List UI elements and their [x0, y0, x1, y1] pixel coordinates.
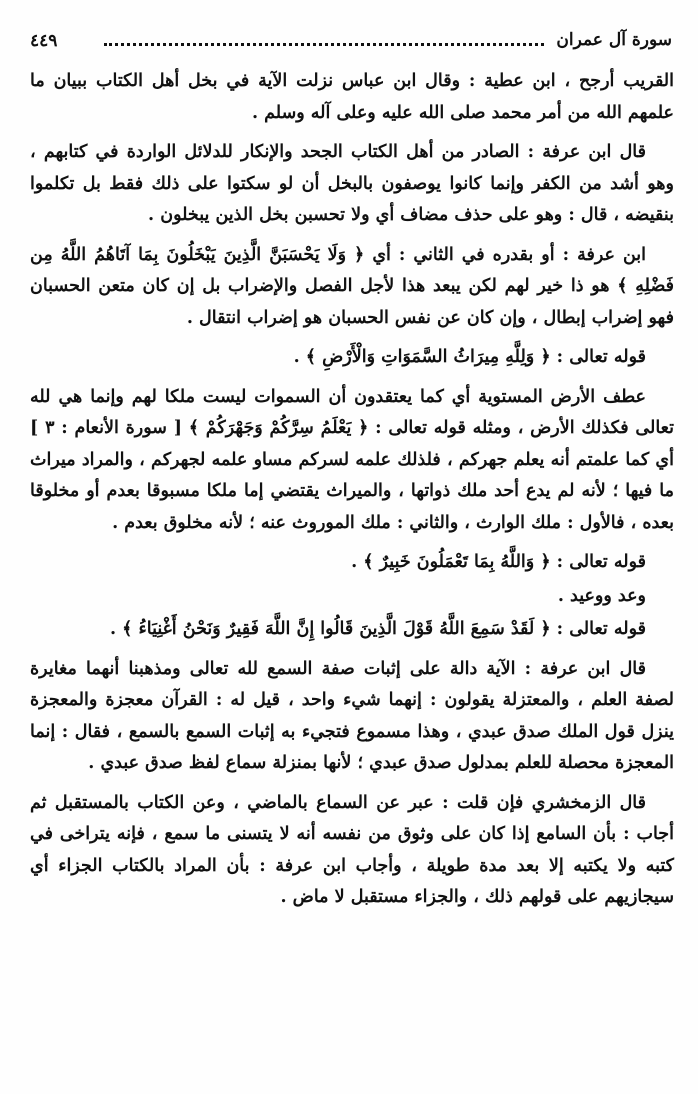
verse-quote: قوله تعالى : ﴿ وَلِلَّهِ مِيرَاثُ السَّمَوَاتِ وَالْأَرْضِ ﴾ .	[293, 347, 646, 367]
page-number: ٤٤٩	[30, 31, 58, 51]
header-dotted-rule	[104, 43, 544, 46]
paragraph: قال ابن عرفة : الآية دالة على إثبات صفة السمع لله تعالى ومذهبنا أنهما مغايرة لصفة العلم ، والمعتزلة يقولون : إنهما شيء واحد ، قيل له : القرآن معجزة والمعجزة ينزل قول الملك صدق عبدي ، وهذا مسموع فتجيء به إثبات السمع بالسمع ، فقال : إنما المعجزة محصلة للعلم بمدلول صدق عبدي ؛ لأنها بمنزلة سماع لفظ صدق عبدي .	[30, 658, 674, 773]
paragraph: عطف الأرض المستوية أي كما يعتقدون أن السموات ليست ملكا لهم وإنما هي لله تعالى فكذلك الأرض ، ومثله قوله تعالى : ﴿ يَعْلَمُ سِرَّكُمْ وَجَهْرَكُمْ ﴾ [ سورة الأنعام : ٣ ] أي كما علمتم أنه يعلم جهركم ، فلذلك علمه لسركم مساو علمه لجهركم ، والمراد ميراث ما فيها ؛ لأنه لم يدع أحد ملك ذواتها ، والميراث يقتضي إما ملكا مسبوقا بعدم أو مخلوقا بعده ، فالأول : ملك الوارث ، والثاني : ملك الموروث عنه ؛ لأنه مخلوق بعدم .	[30, 386, 674, 533]
paragraph: قال الزمخشري فإن قلت : عبر عن السماع بالماضي ، وعن الكتاب بالمستقبل ثم أجاب : بأن السامع إذا كان على وثوق من نفسه أنه لا يتسنى ما سمع ، فإنه يتراخى في كتبه ولا يكتبه إلا بعد مدة طويلة ، وأجاب ابن عرفة : بأن المراد بالكتاب الجزاء أي سيجازيهم على قولهم ذلك ، والجزاء مستقبل لا ماض .	[30, 792, 674, 907]
paragraph: القريب أرجح ، ابن عطية : وقال ابن عباس نزلت الآية في بخل أهل الكتاب ببيان ما علمهم الله من أمر محمد صلى الله عليه وعلى آله وسلم .	[30, 71, 674, 123]
paragraph: ابن عرفة : أو بقدره في الثاني : أي ﴿ وَلَا يَحْسَبَنَّ الَّذِينَ يَبْخَلُونَ بِمَا آتَاهُمُ اللَّهُ مِن فَضْلِهِ ﴾ هو ذا خير لهم لكن يبعد هذا لأجل الفصل والإضراب بل إن كان متعن الحسبان فهو إضراب إبطال ، وإن كان عن نفس الحسبان هو إضراب انتقال .	[30, 244, 674, 328]
page-header	[30, 30, 672, 60]
paragraph: وعد ووعيد .	[557, 585, 646, 606]
page-body	[30, 66, 674, 922]
paragraph: قال ابن عرفة : الصادر من أهل الكتاب الجحد والإنكار للدلائل الواردة في كتابهم ، وهو أشد من الكفر وإنما كانوا يوصفون بالبخل أن لو سكتوا على ذلك فقط بل تكلموا بنقيضه ، قال : وهو على حذف مضاف أي ولا تحسبن بخل الذين يبخلون .	[30, 142, 674, 225]
verse-quote: قوله تعالى : ﴿ وَاللَّهُ بِمَا تَعْمَلُونَ خَبِيرٌ ﴾ .	[351, 552, 646, 572]
surah-title: سورة آل عمران	[556, 30, 672, 50]
verse-quote: قوله تعالى : ﴿ لَقَدْ سَمِعَ اللَّهُ قَوْلَ الَّذِينَ قَالُوا إِنَّ اللَّهَ فَقِيرٌ وَنَحْنُ أَغْنِيَاءُ ﴾ .	[110, 619, 646, 639]
